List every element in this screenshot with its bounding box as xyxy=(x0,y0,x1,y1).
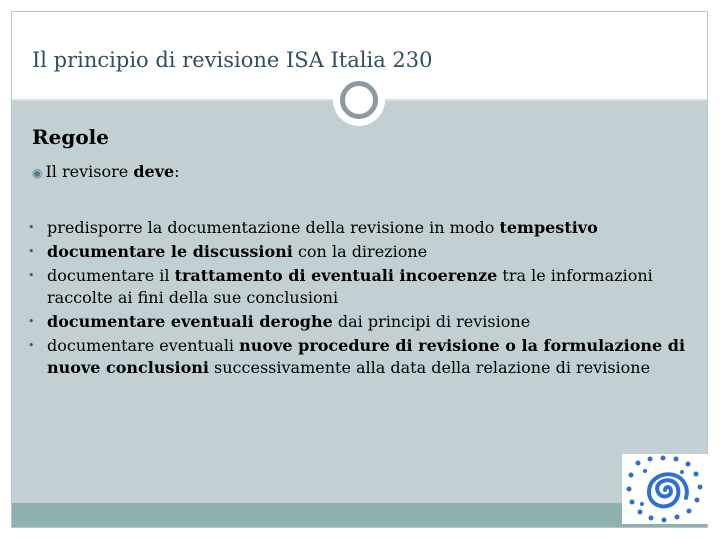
circle-ring-inner xyxy=(340,81,378,119)
rule-text: dai principi di revisione xyxy=(332,312,531,331)
intro-suffix: : xyxy=(174,162,180,181)
bullet-dot-icon: • xyxy=(28,339,35,352)
section-heading: Regole xyxy=(32,125,109,149)
logo-spiral xyxy=(649,474,687,506)
bullet-dot-icon: • xyxy=(28,315,35,328)
logo-box xyxy=(622,454,708,524)
rule-text: successivamente alla data della relazione di revisione xyxy=(208,358,651,377)
rule-list xyxy=(28,217,698,381)
intro-prefix: Il revisore xyxy=(45,162,134,181)
intro-line xyxy=(32,162,180,181)
arrow-bullet-icon: ◉ xyxy=(32,166,43,180)
circle-ring-icon xyxy=(333,74,385,126)
rule-text: documentare eventuali xyxy=(47,336,240,355)
bullet-dot-icon: • xyxy=(28,269,35,282)
spiral-logo-icon xyxy=(622,454,708,524)
slide-title: Il principio di revisione ISA Italia 230 xyxy=(32,48,433,72)
rule-list-item xyxy=(28,241,698,263)
bullet-dot-icon: • xyxy=(28,245,35,258)
bullet-dot-icon: • xyxy=(28,221,35,234)
rule-text-bold: trattamento di eventuali incoerenze xyxy=(174,266,498,285)
rule-text-bold: tempestivo xyxy=(499,218,598,237)
rule-text: con la direzione xyxy=(292,242,428,261)
rule-text-bold: documentare eventuali deroghe xyxy=(47,312,333,331)
rule-text: documentare il xyxy=(47,266,175,285)
intro-bold: deve xyxy=(133,162,175,181)
rule-list-item xyxy=(28,335,698,379)
rule-list-item xyxy=(28,265,698,309)
rule-text-bold: documentare le discussioni xyxy=(47,242,293,261)
rule-text: predisporre la documentazione della revisione in modo xyxy=(47,218,500,237)
rule-list-item xyxy=(28,217,698,239)
rule-text: tra le informazioni raccolte ai fini della sue conclusioni xyxy=(47,266,653,307)
rule-list-item xyxy=(28,311,698,333)
rule-text-bold: nuove procedure di revisione o la formulazione di nuove conclusioni xyxy=(47,336,686,377)
